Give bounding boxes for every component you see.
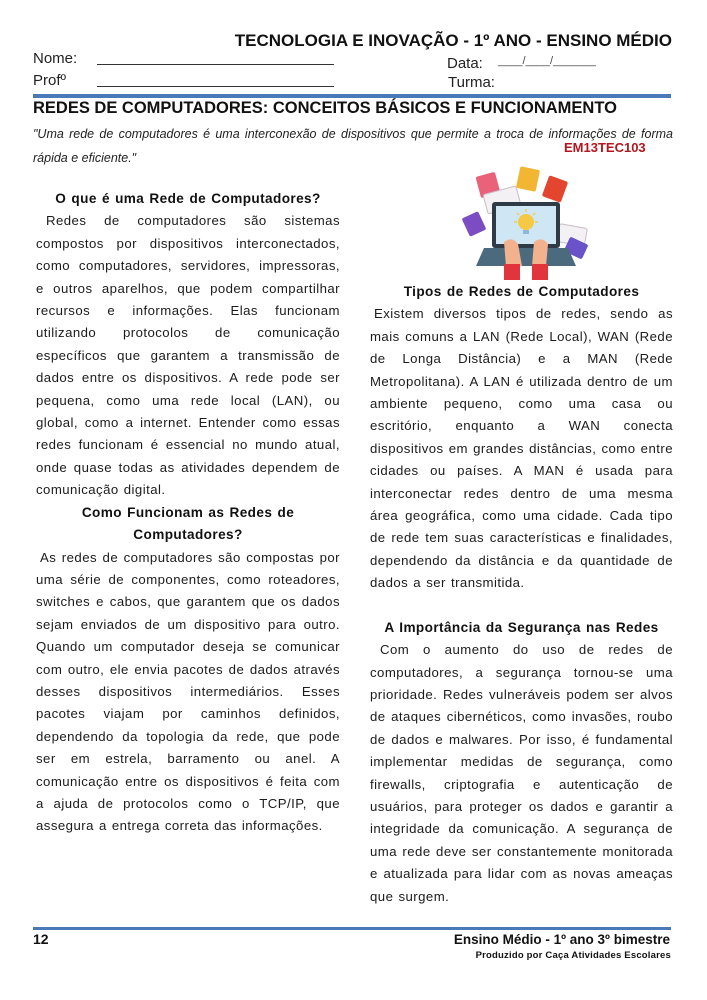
section-heading-how-works: Como Funcionam as Redes de Computadores? bbox=[81, 504, 295, 543]
section-body-types: Existem diversos tipos de redes, sendo as mais comuns a LAN (Rede Local), WAN (Rede de Longa Distância) e a MAN (Rede Metropolitana). A LAN é utilizada dentro de um ambiente pequeno, como uma casa ou escritório, enquanto a WAN conecta dispositivos em grandes distâncias, como entre cidades ou países. A MAN é usada para interconectar redes dentro de uma mesma área geográfica, como uma cidade. Cada tipo de rede tem suas características e finalidades, dependendo da distância e da quantidade de dados a ser transmitida. bbox=[370, 306, 673, 591]
spacer bbox=[370, 595, 673, 617]
section-body-what-is: Redes de computadores são sistemas compostos por dispositivos interconectados, como computadores, servidores, impressoras, e outros aparelhos, que podem compartilhar recursos e informações. Elas funcionam utilizando protocolos de comunicação específicos que garantem a transmissão de dados entre os dispositivos. A rede pode ser pequena, como uma rede local (LAN), ou global, como a internet. Entender como essas redes funcionam é essencial no mundo atual, onde quase todas as atividades dependem de comunicação digital. bbox=[36, 213, 340, 498]
laptop-keyboard bbox=[476, 248, 576, 266]
footer-divider bbox=[33, 927, 671, 930]
section-body-how-works: As redes de computadores são compostas por uma série de componentes, como roteadores, switches e cabos, que garantem que os dados sejam enviados de um dispositivo para outro. Quando um computador deseja se comunicar com outro, ele envia pacotes de dados através desses dispositivos intermediários. Esses pacotes viajam por caminhos definidos, dependendo da topologia da rede, que pode ser em estrela, barramento ou anel. A comunicação entre os dispositivos é feita com a ajuda de protocolos como o TCP/IP, que assegura a entrega correta das informações. bbox=[36, 549, 340, 834]
date-field[interactable]: ____/____/_______ bbox=[498, 55, 596, 67]
teacher-field[interactable] bbox=[97, 86, 334, 87]
document-title: TECNOLOGIA E INOVAÇÃO - 1º ANO - ENSINO MÉDIO bbox=[234, 31, 672, 50]
main-title: REDES DE COMPUTADORES: CONCEITOS BÁSICOS E FUNCIONAMENTO bbox=[33, 99, 617, 117]
card-yellow bbox=[516, 166, 540, 192]
right-sleeve bbox=[532, 264, 548, 280]
lightbulb bbox=[518, 214, 534, 230]
illustration-svg bbox=[460, 164, 595, 284]
left-sleeve bbox=[504, 264, 520, 280]
name-field[interactable] bbox=[97, 64, 334, 65]
footer-credit: Produzido por Caça Atividades Escolares bbox=[475, 950, 671, 961]
class-label: Turma: bbox=[448, 74, 495, 91]
header-divider bbox=[33, 94, 671, 98]
right-column bbox=[370, 281, 673, 908]
teacher-label: Profº bbox=[33, 72, 66, 89]
section-body-security: Com o aumento do uso de redes de computadores, a segurança tornou-se uma prioridade. Redes vulneráveis podem ser alvos de ataques cibernéticos, como invasões, roubo de dados e malwares. Por isso, é fundamental implementar medidas de segurança, como firewalls, criptografia e autenticação de usuários, para proteger os dados e garantir a integridade da comunicação. A segurança de uma rede deve ser constantemente monitorada e atualizada para lidar com as novas ameaças que surgem. bbox=[370, 642, 673, 904]
section-heading-types: Tipos de Redes de Computadores bbox=[403, 284, 640, 299]
name-label: Nome: bbox=[33, 50, 78, 67]
section-heading-security: A Importância da Segurança nas Redes bbox=[384, 619, 659, 635]
right-hand bbox=[532, 239, 548, 266]
card-red bbox=[542, 175, 568, 203]
lightbulb-base bbox=[523, 230, 529, 234]
date-label: Data: bbox=[447, 55, 483, 72]
laptop-lightbulb-icon bbox=[460, 164, 595, 284]
intro-quote: "Uma rede de computadores é uma interconexão de dispositivos que permite a troca de informações de forma rápida e eficiente." bbox=[33, 127, 673, 165]
section-heading-what-is: O que é uma Rede de Computadores? bbox=[55, 191, 321, 206]
skill-code: EM13TEC103 bbox=[564, 140, 646, 155]
card-purple-left bbox=[462, 211, 487, 237]
page-number: 12 bbox=[33, 931, 49, 947]
left-column bbox=[36, 188, 340, 838]
footer-course: Ensino Médio - 1º ano 3º bimestre bbox=[453, 932, 670, 947]
